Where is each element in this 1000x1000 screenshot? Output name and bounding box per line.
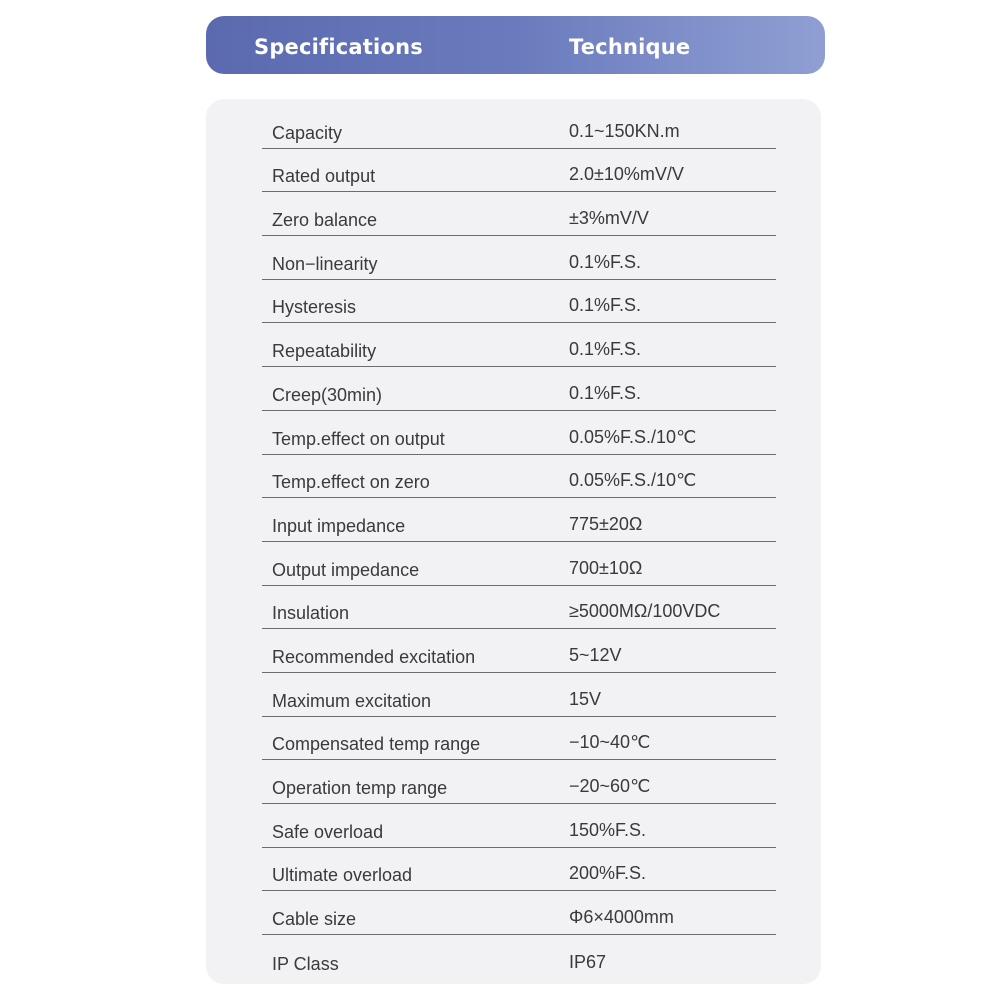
- spec-value: 0.1%F.S.: [569, 382, 642, 403]
- spec-value: −20~60℃: [569, 776, 651, 796]
- spec-value: 775±20Ω: [569, 513, 643, 534]
- spec-label: Creep(30min): [272, 384, 383, 405]
- spec-value: 0.1%F.S.: [569, 295, 642, 316]
- spec-label: Maximum excitation: [272, 690, 432, 711]
- spec-value: 200%F.S.: [569, 863, 647, 884]
- table-header-bar: [206, 16, 825, 74]
- spec-label: Capacity: [272, 122, 343, 143]
- spec-label: Operation temp range: [272, 778, 448, 798]
- spec-label: Temp.effect on output: [272, 428, 445, 449]
- spec-label: Input impedance: [272, 515, 406, 536]
- table-row: [262, 455, 776, 499]
- table-row: [262, 673, 776, 717]
- spec-label: Zero balance: [272, 210, 378, 231]
- table-row: [262, 280, 776, 324]
- spec-value: 2.0±10%mV/V: [569, 164, 684, 185]
- table-row: [262, 629, 776, 673]
- table-row: [262, 236, 776, 280]
- table-row: [262, 323, 776, 367]
- spec-value: −10~40℃: [569, 732, 651, 753]
- spec-value: 5~12V: [569, 644, 622, 665]
- header-specifications-label: Specifications: [254, 35, 423, 59]
- table-row: [262, 498, 776, 542]
- table-row: [262, 760, 776, 804]
- spec-value: ±3%mV/V: [569, 208, 649, 229]
- spec-value: 0.1%F.S.: [569, 251, 642, 272]
- spec-label: Temp.effect on zero: [272, 472, 430, 493]
- spec-label: Recommended excitation: [272, 646, 476, 667]
- table-row: [262, 717, 776, 761]
- spec-value: IP67: [569, 951, 607, 972]
- specifications-panel: [206, 99, 821, 984]
- table-row: [262, 367, 776, 411]
- spec-label: Safe overload: [272, 821, 384, 842]
- spec-label: Non−linearity: [272, 253, 378, 274]
- spec-value: Φ6×4000mm: [569, 907, 674, 928]
- spec-value: 0.05%F.S./10℃: [569, 470, 697, 491]
- spec-value: 700±10Ω: [569, 557, 643, 578]
- spec-label: Output impedance: [272, 559, 420, 580]
- table-row: [262, 804, 776, 848]
- spec-label: Cable size: [272, 909, 357, 930]
- table-row: [262, 848, 776, 892]
- table-row: [262, 192, 776, 236]
- spec-value: 0.05%F.S./10℃: [569, 426, 697, 447]
- spec-label: Insulation: [272, 603, 350, 624]
- table-row: [262, 891, 776, 935]
- table-row: [262, 105, 776, 149]
- spec-value: 150%F.S.: [569, 819, 647, 840]
- table-row: [262, 411, 776, 455]
- spec-label: IP Class: [272, 953, 339, 974]
- spec-label: Ultimate overload: [272, 865, 413, 886]
- spec-label: Hysteresis: [272, 297, 357, 318]
- spec-label: Rated output: [272, 166, 376, 187]
- spec-value: 15V: [569, 688, 602, 709]
- spec-value: 0.1~150KN.m: [569, 120, 680, 141]
- table-row: [262, 149, 776, 193]
- specifications-table: [262, 105, 776, 979]
- table-row: [262, 935, 776, 979]
- spec-label: Compensated temp range: [272, 734, 481, 755]
- spec-value: 0.1%F.S.: [569, 339, 642, 360]
- table-row: [262, 586, 776, 630]
- table-row: [262, 542, 776, 586]
- spec-label: Repeatability: [272, 341, 377, 362]
- header-technique-label: Technique: [569, 35, 691, 59]
- spec-value: ≥5000MΩ/100VDC: [569, 601, 721, 622]
